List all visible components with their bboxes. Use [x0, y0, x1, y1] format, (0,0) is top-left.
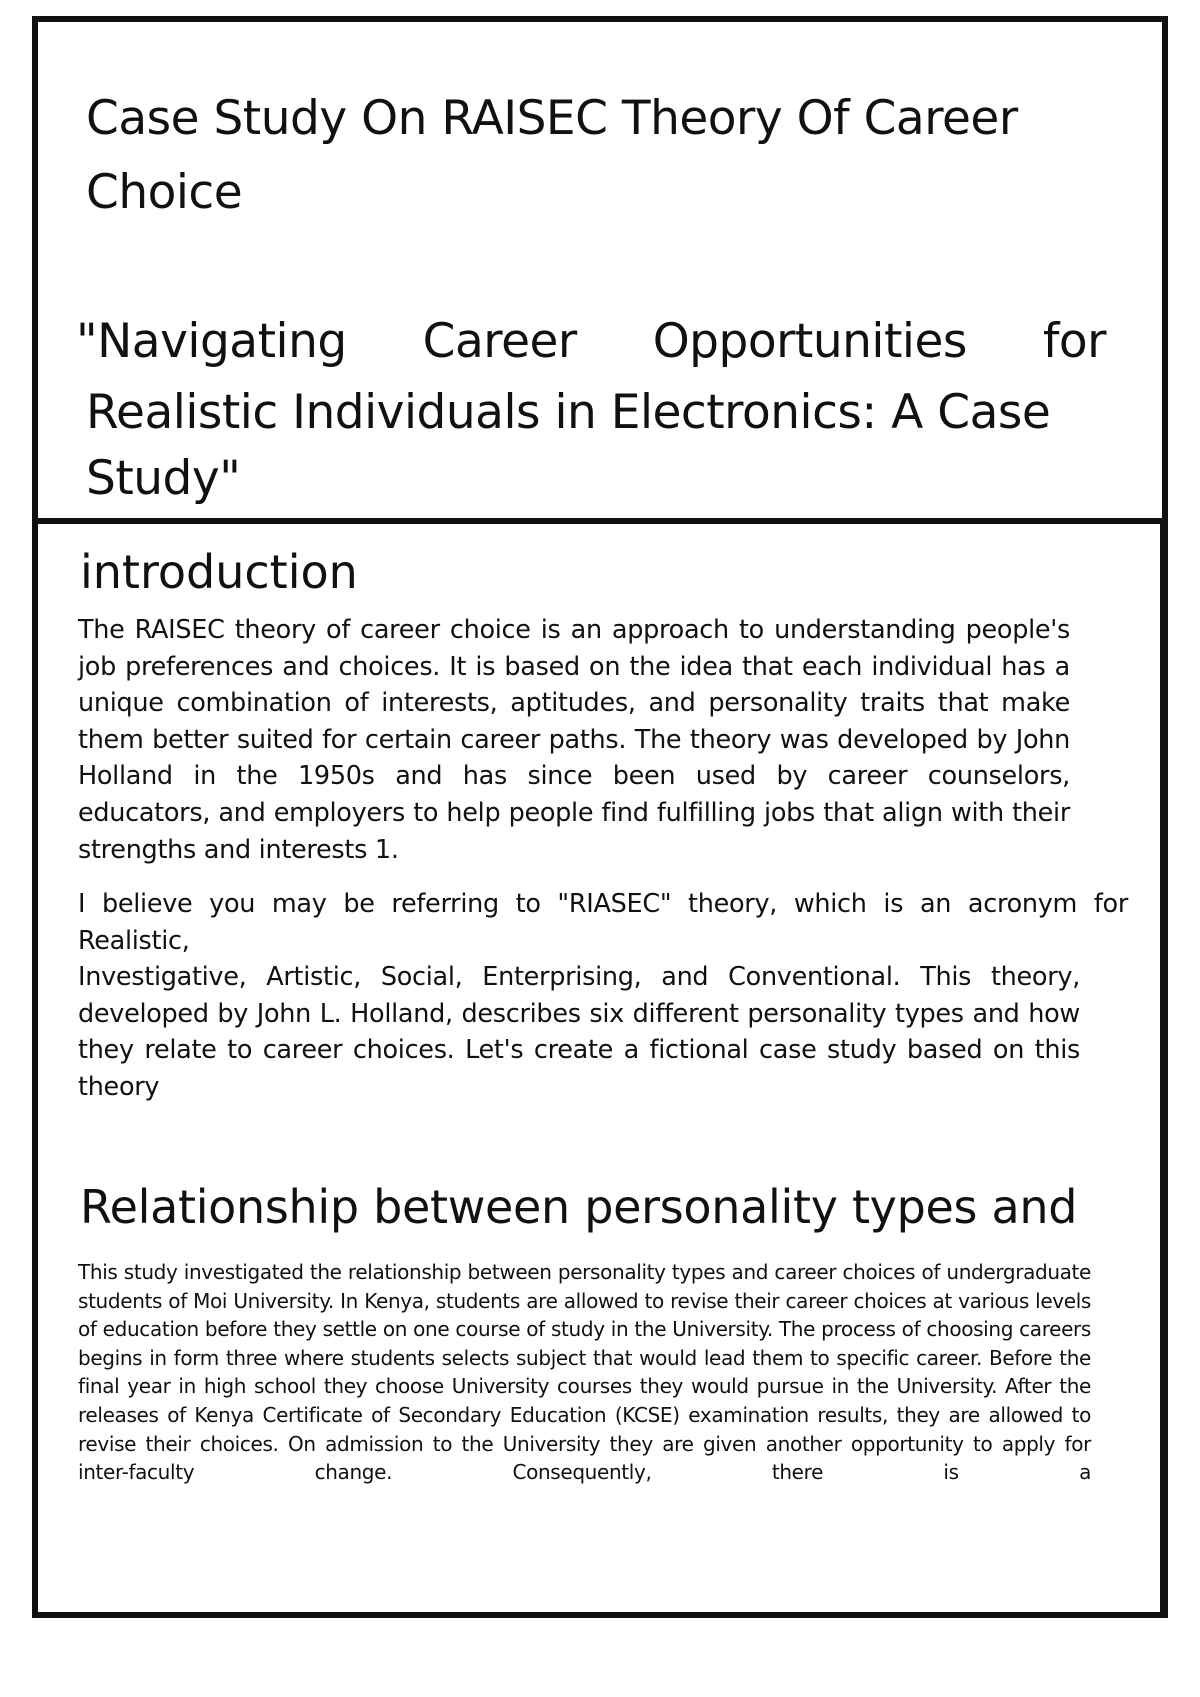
- introduction-paragraph: The RAISEC theory of career choice is an approach to understanding people's job preferences and choices. It is based on the idea that each individual has a unique combination of interests, aptitudes, and personality traits that make them better suited for certain career paths. The theory was developed by John Holland in the 1950s and has since been used by career counselors, educators, and employers to help people find fulfilling jobs that align with their strengths and interests 1.: [78, 615, 1070, 865]
- document-title: Case Study On RAISEC Theory Of Career Choice: [86, 91, 1018, 220]
- case-title-word: Career: [422, 314, 577, 369]
- introduction-heading: introduction: [80, 545, 358, 599]
- relationship-paragraph: This study investigated the relationship between personality types and career choices of undergraduate students of Moi University. In Kenya, students are allowed to revise their career choices at various levels of education before they settle on one course of study in the University. The process of choosing careers begins in form three where students selects subject that would lead them to specific career. Before the final year in high school they choose University courses they would pursue in the University. After the releases of Kenya Certificate of Secondary Education (KCSE) examination results, they are allowed to revise their choices. On admission to the University they are given another opportunity to apply for inter-faculty change. Consequently, there is a: [78, 1260, 1091, 1485]
- case-title-word: for: [1042, 314, 1106, 369]
- case-study-title-rest: Realistic Individuals in Electronics: A Case Study": [86, 385, 1051, 506]
- relationship-heading: Relationship between personality types and: [80, 1180, 1078, 1234]
- case-study-title-line1: [76, 312, 1106, 372]
- riasec-paragraph: I believe you may be referring to "RIASEC" theory, which is an acronym for Realistic,: [78, 889, 1128, 956]
- riasec-types-paragraph: Investigative, Artistic, Social, Enterprising, and Conventional. This theory, developed by John L. Holland, describes six different personality types and how they relate to career choices. Let's create a fictional case study based on this theory: [78, 962, 1080, 1102]
- case-title-word: "Navigating: [76, 314, 347, 369]
- case-title-word: Opportunities: [652, 314, 967, 369]
